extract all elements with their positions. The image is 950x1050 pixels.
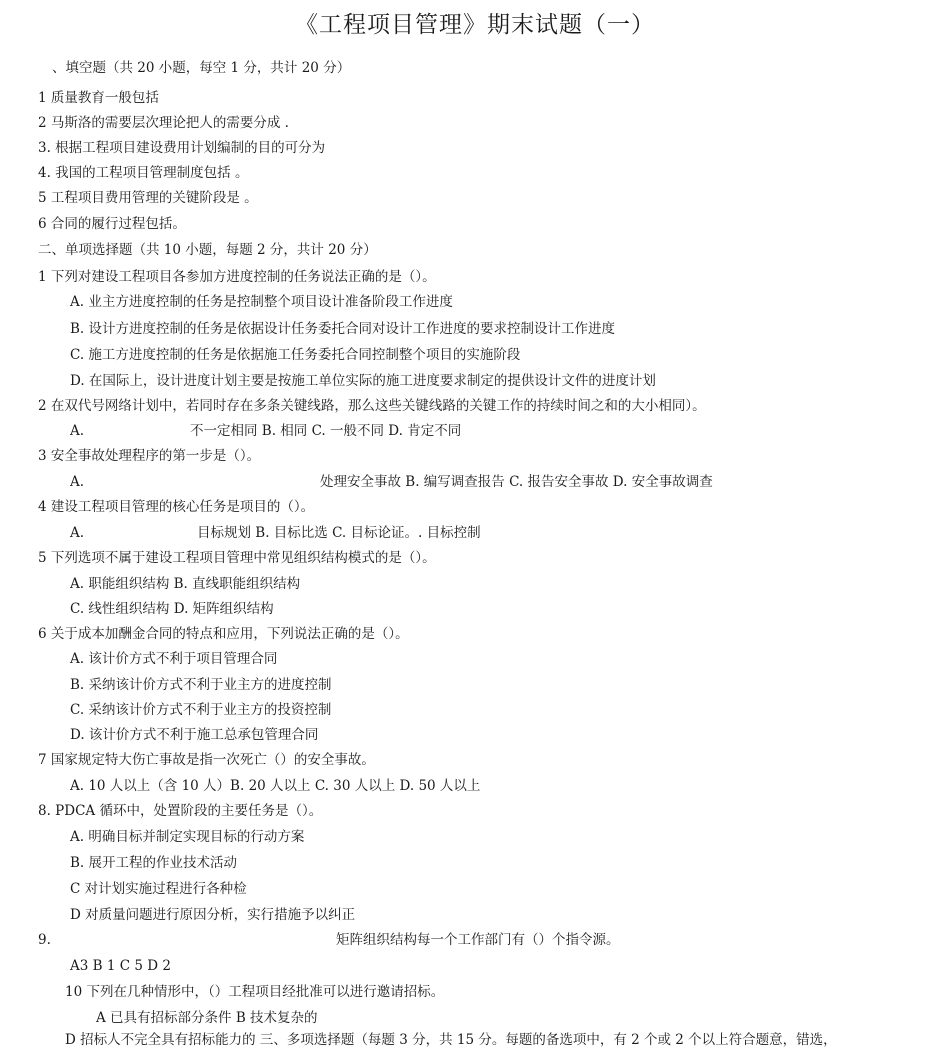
choice-question-7-options: A. 10 人以上（含 10 人）B. 20 人以上 C. 30 人以上 D. 50 人以上 [70, 778, 481, 794]
choice-question-2-a-label: A. [70, 423, 85, 439]
choice-question-8-option-a: A. 明确目标并制定实现目标的行动方案 [70, 829, 305, 845]
choice-question-5-options-cd: C. 线性组织结构 D. 矩阵组织结构 [70, 601, 274, 617]
choice-question-3-a-label: A. [70, 474, 85, 490]
choice-question-6-option-a: A. 该计价方式不利于项目管理合同 [70, 651, 278, 667]
choice-question-1-option-b: B. 设计方进度控制的任务是依据设计任务委托合同对设计工作进度的要求控制设计工作进度 [70, 321, 616, 337]
choice-question-7-stem: 7 国家规定特大伤亡事故是指一次死亡（）的安全事故。 [38, 752, 375, 768]
choice-question-9-options: A3 B 1 C 5 D 2 [70, 958, 171, 974]
section-heading-single-choice: 二、单项选择题（共 10 小题，每题 2 分，共计 20 分） [38, 242, 377, 258]
choice-question-8-option-b: B. 展开工程的作业技术活动 [70, 855, 238, 871]
fill-blank-question-6: 6 合同的履行过程包括。 [38, 216, 186, 232]
choice-question-2-stem: 2 在双代号网络计划中，若同时存在多条关键线路，那么这些关键线路的关键工作的持续时间之和的大小相同）。 [38, 398, 706, 414]
choice-question-1-stem: 1 下列对建设工程项目各参加方进度控制的任务说法正确的是（）。 [38, 269, 436, 285]
choice-question-8-option-d: D 对质量问题进行原因分析，实行措施予以纠正 [70, 907, 356, 923]
choice-question-4-a-label: A. [70, 525, 85, 541]
document-title: 《工程项目管理》期末试题（一） [295, 12, 655, 38]
choice-question-4-options: 目标规划 B. 目标比选 C. 目标论证。. 目标控制 [197, 525, 481, 541]
choice-question-5-options-ab: A. 职能组织结构 B. 直线职能组织结构 [70, 576, 301, 592]
fill-blank-question-4: 4. 我国的工程项目管理制度包括 。 [38, 165, 249, 181]
choice-question-3-stem: 3 安全事故处理程序的第一步是（）。 [38, 448, 261, 464]
fill-blank-question-3: 3. 根据工程项目建设费用计划编制的目的可分为 [38, 140, 326, 156]
fill-blank-question-2: 2 马斯洛的需要层次理论把人的需要分成 . [38, 115, 289, 131]
fill-blank-question-5: 5 工程项目费用管理的关键阶段是 。 [38, 190, 258, 206]
choice-question-3-options: 处理安全事故 B. 编写调查报告 C. 报告安全事故 D. 安全事故调查 [320, 474, 713, 490]
choice-question-10-options-ab: A 已具有招标部分条件 B 技术复杂的 [96, 1010, 318, 1026]
choice-question-9-stem: 矩阵组织结构每一个工作部门有（）个指令源。 [336, 932, 620, 948]
choice-question-6-option-c: C. 采纳该计价方式不利于业主方的投资控制 [70, 702, 332, 718]
section-heading-fill-blank: 、填空题（共 20 小题，每空 1 分，共计 20 分） [52, 60, 351, 76]
choice-question-8-option-c: C 对计划实施过程进行各种检 [70, 881, 247, 897]
choice-question-6-stem: 6 关于成本加酬金合同的特点和应用，下列说法正确的是（）。 [38, 626, 409, 642]
choice-question-6-option-d: D. 该计价方式不利于施工总承包管理合同 [70, 727, 319, 743]
choice-question-1-option-d: D. 在国际上，设计进度计划主要是按施工单位实际的施工进度要求制定的提供设计文件的进度计划 [70, 373, 656, 389]
choice-question-2-options: 不一定相同 B. 相同 C. 一般不同 D. 肯定不同 [190, 423, 462, 439]
choice-question-8-stem: 8. PDCA 循环中，处置阶段的主要任务是（）。 [38, 803, 323, 819]
fill-blank-question-1: 1 质量教育一般包括 [38, 90, 159, 106]
choice-question-1-option-c: C. 施工方进度控制的任务是依据施工任务委托合同控制整个项目的实施阶段 [70, 347, 521, 363]
choice-question-4-stem: 4 建设工程项目管理的核心任务是项目的（）。 [38, 499, 315, 515]
choice-question-9-number: 9. [38, 932, 51, 948]
choice-question-10-option-d-and-section-three: D 招标人不完全具有招标能力的 三、多项选择题（每题 3 分，共 15 分。每题的备选项中，有 2 个或 2 个以上符合题意，错选， [65, 1032, 837, 1048]
choice-question-5-stem: 5 下列选项不属于建设工程项目管理中常见组织结构模式的是（）。 [38, 550, 436, 566]
choice-question-1-option-a: A. 业主方进度控制的任务是控制整个项目设计准备阶段工作进度 [70, 294, 453, 310]
choice-question-6-option-b: B. 采纳该计价方式不利于业主方的进度控制 [70, 677, 332, 693]
choice-question-10-stem: 10 下列在几种情形中，（）工程项目经批准可以进行邀请招标。 [65, 984, 445, 1000]
